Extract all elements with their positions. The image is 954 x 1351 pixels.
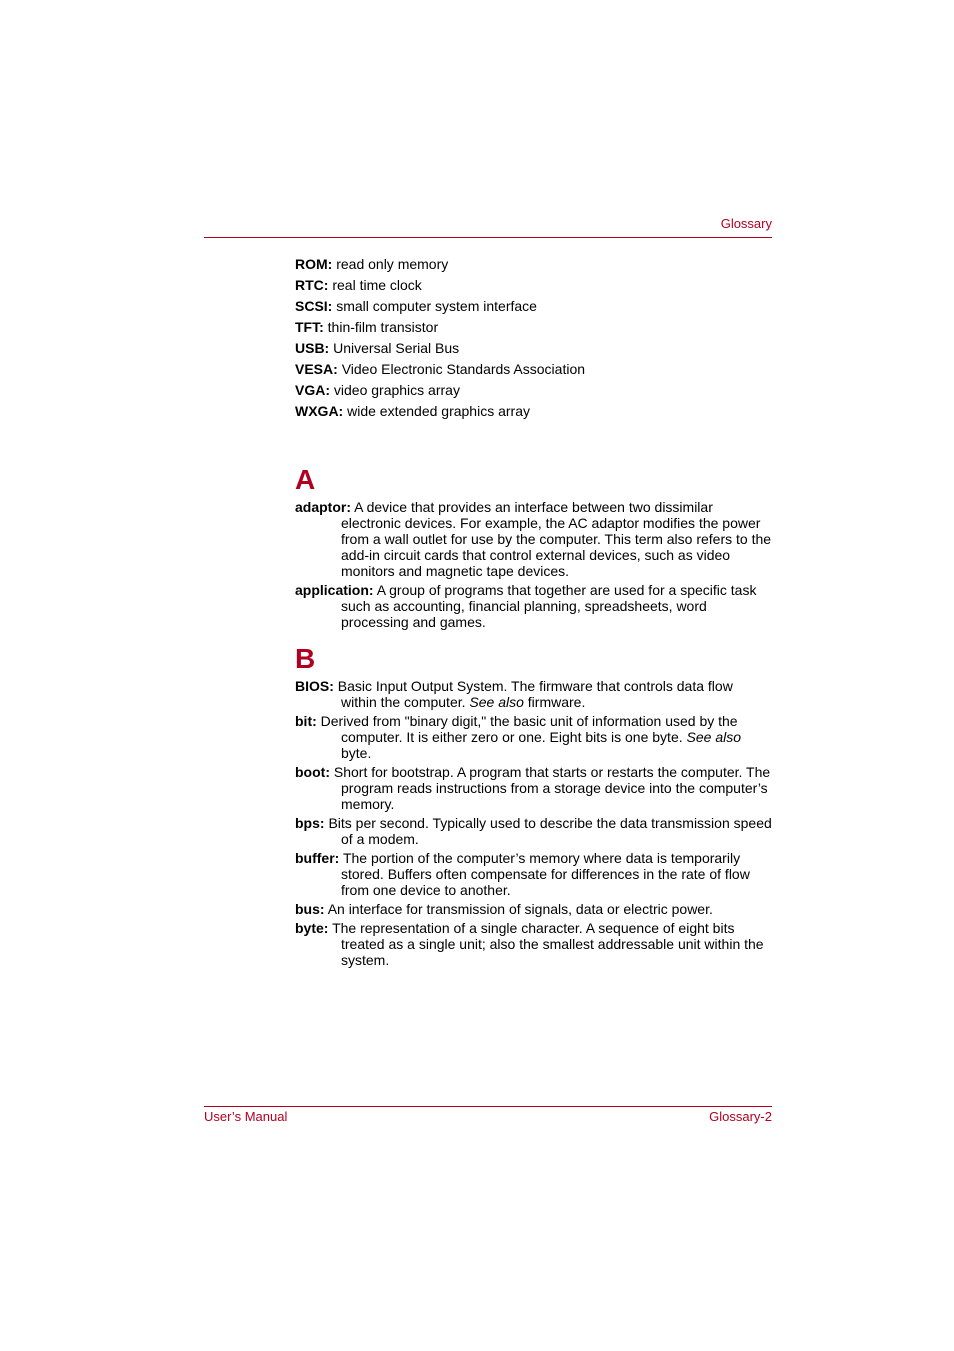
abbreviation-term: RTC: (295, 277, 329, 293)
entry-term: bus: (295, 901, 325, 917)
abbreviation-definition: real time clock (332, 277, 422, 293)
see-also-target: firmware. (527, 694, 586, 710)
glossary-entry (295, 582, 772, 630)
glossary-entry (295, 815, 772, 847)
entry-definition: Bits per second. Typically used to describe the data transmission speed of a modem. (328, 815, 772, 847)
section-heading-b: B (295, 643, 316, 674)
abbreviation-term: ROM: (295, 256, 333, 272)
entry-definition: Short for bootstrap. A program that starts or restarts the computer. The program reads instructions from a storage device into the computer’s memory. (333, 764, 771, 812)
glossary-entry (295, 499, 772, 579)
abbreviation-term: USB: (295, 340, 330, 356)
abbreviation-item (295, 340, 772, 357)
abbreviation-item (295, 319, 772, 336)
abbreviation-term: VGA: (295, 382, 330, 398)
section-heading-a: A (295, 464, 316, 495)
see-also-label: See also (469, 694, 524, 710)
abbreviation-list (295, 256, 772, 420)
entry-term: bps: (295, 815, 325, 831)
entry-definition: The portion of the computer’s memory where data is temporarily stored. Buffers often compensate for differences in the rate of flow from one device to another. (341, 850, 750, 898)
entry-definition: A group of programs that together are used for a specific task such as accounting, financial planning, spreadsheets, word processing and games. (341, 582, 757, 630)
abbreviation-item (295, 361, 772, 378)
abbreviation-definition: small computer system interface (336, 298, 537, 314)
glossary-entry (295, 920, 772, 968)
entry-definition: The representation of a single character. A sequence of eight bits treated as a single unit; also the smallest addressable unit within the system. (332, 920, 764, 968)
abbreviation-item (295, 298, 772, 315)
abbreviation-item (295, 256, 772, 273)
entry-definition: Basic Input Output System. The firmware that controls data flow within the computer. (337, 678, 733, 710)
abbreviation-term: WXGA: (295, 403, 344, 419)
entry-term: buffer: (295, 850, 340, 866)
abbreviation-term: TFT: (295, 319, 324, 335)
entry-term: BIOS: (295, 678, 334, 694)
glossary-entry (295, 901, 772, 917)
glossary-entry (295, 764, 772, 812)
glossary-entry (295, 713, 772, 761)
see-also-label: See also (686, 729, 741, 745)
abbreviation-definition: wide extended graphics array (347, 403, 530, 419)
abbreviation-term: SCSI: (295, 298, 333, 314)
abbreviation-item (295, 382, 772, 399)
abbreviation-item (295, 277, 772, 294)
abbreviation-definition: video graphics array (333, 382, 460, 398)
abbreviation-term: VESA: (295, 361, 338, 377)
footer-divider (204, 1106, 772, 1107)
abbreviation-definition: Video Electronic Standards Association (341, 361, 586, 377)
see-also-target: byte. (341, 745, 372, 761)
section-b-entries (295, 678, 772, 968)
abbreviation-definition: Universal Serial Bus (333, 340, 460, 356)
entry-term: application: (295, 582, 374, 598)
entry-definition: A device that provides an interface between two dissimilar electronic devices. For example, the AC adaptor modifies the power from a wall outlet for use by the computer. This term also refers to the add-in circuit cards that control external devices, such as video monitors and magnetic tape devices. (341, 499, 772, 579)
entry-term: byte: (295, 920, 329, 936)
running-header: Glossary (720, 216, 772, 231)
abbreviation-item (295, 403, 772, 420)
entry-term: boot: (295, 764, 330, 780)
abbreviation-definition: read only memory (336, 256, 449, 272)
header-divider (204, 237, 772, 238)
entry-definition: Derived from "binary digit," the basic unit of information used by the computer. It is either zero or one. Eight bits is one byte. (320, 713, 738, 745)
entry-term: bit: (295, 713, 317, 729)
footer-manual-title: User’s Manual (204, 1109, 288, 1124)
section-a-entries (295, 499, 772, 630)
footer-page-number: Glossary-2 (709, 1109, 772, 1124)
glossary-content (295, 256, 772, 971)
entry-term: adaptor: (295, 499, 351, 515)
abbreviation-definition: thin-film transistor (327, 319, 439, 335)
glossary-entry (295, 850, 772, 898)
entry-definition: An interface for transmission of signals, data or electric power. (327, 901, 713, 917)
glossary-entry (295, 678, 772, 710)
